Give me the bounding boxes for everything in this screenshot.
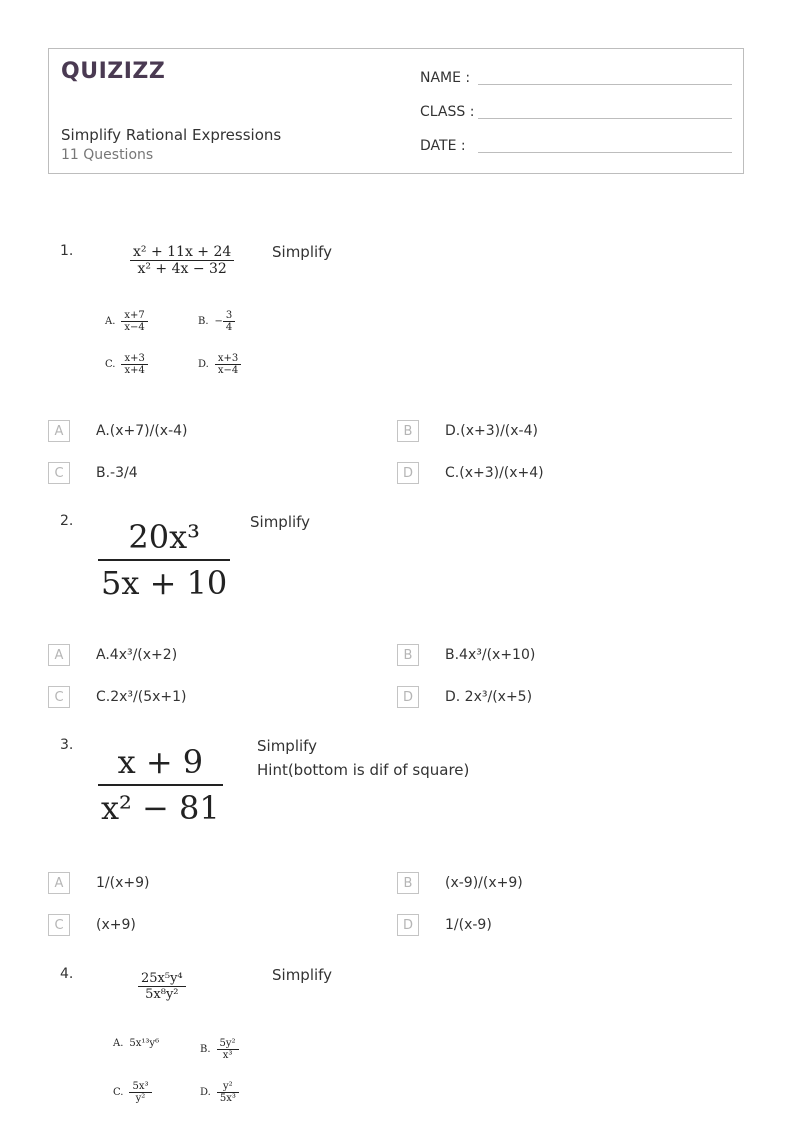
question-4-number: 4.	[60, 966, 74, 982]
worksheet-title: Simplify Rational Expressions	[61, 126, 282, 144]
option-text: 1/(x+9)	[96, 875, 150, 891]
question-3-expression	[98, 743, 223, 827]
option-text: A.4x³/(x+2)	[96, 647, 178, 663]
q3-option-b[interactable]	[397, 872, 523, 894]
date-line	[478, 152, 732, 153]
question-1-expression	[130, 244, 234, 277]
option-text: C.(x+3)/(x+4)	[445, 465, 544, 481]
option-text: A.(x+7)/(x-4)	[96, 423, 188, 439]
q2-option-c[interactable]	[48, 686, 187, 708]
q3-option-a[interactable]	[48, 872, 149, 894]
q1-option-c[interactable]	[48, 462, 138, 484]
q1-option-d[interactable]	[397, 462, 544, 484]
worksheet-header	[48, 48, 744, 174]
option-text: (x+9)	[96, 917, 136, 933]
option-text: 1/(x-9)	[445, 917, 492, 933]
question-count: 11 Questions	[61, 147, 154, 163]
question-2-text: Simplify	[250, 513, 311, 531]
q1-option-a[interactable]	[48, 420, 188, 442]
option-letter-box: A	[48, 644, 70, 666]
q2-option-d[interactable]	[397, 686, 532, 708]
q3-option-d[interactable]	[397, 914, 492, 936]
q4-choice-d: D. $\frac{\text{y²}}{\text{5x³}}$	[200, 1081, 239, 1104]
option-letter-box: C	[48, 686, 70, 708]
class-line	[478, 118, 732, 119]
class-label: CLASS :	[420, 104, 475, 120]
q2-denominator: 5x + 10	[101, 564, 228, 602]
q3-numerator: x + 9	[117, 743, 204, 781]
question-1-number: 1.	[60, 243, 74, 259]
name-line	[478, 84, 732, 85]
option-letter-box: B	[397, 420, 419, 442]
class-field[interactable]	[420, 104, 474, 120]
date-label: DATE :	[420, 138, 466, 154]
question-2-number: 2.	[60, 513, 74, 529]
q1-choice-a: A. $\frac{x+7}{x-4}$	[105, 310, 148, 333]
option-text: B.4x³/(x+10)	[445, 647, 536, 663]
q1-option-b[interactable]	[397, 420, 538, 442]
q1-numerator: x² + 11x + 24	[133, 244, 232, 260]
q4-choice-c: C. $\frac{\text{5x³}}{\text{y²}}$	[113, 1081, 152, 1104]
option-text: D.(x+3)/(x-4)	[445, 423, 538, 439]
option-text: C.2x³/(5x+1)	[96, 689, 187, 705]
option-letter-box: D	[397, 914, 419, 936]
q4-numerator: 25x⁵y⁴	[141, 971, 183, 986]
option-text: (x-9)/(x+9)	[445, 875, 523, 891]
q4-choice-b: B. $\frac{\text{5y²}}{\text{x³}}$	[200, 1038, 239, 1061]
question-3-text	[257, 734, 469, 782]
q1-denominator: x² + 4x − 32	[137, 261, 227, 277]
q3-denominator: x² − 81	[101, 789, 220, 827]
question-4-text: Simplify	[272, 966, 333, 984]
name-label: NAME :	[420, 70, 471, 86]
option-letter-box: D	[397, 686, 419, 708]
question-3-number: 3.	[60, 737, 74, 753]
option-letter-box: C	[48, 914, 70, 936]
option-text: D. 2x³/(x+5)	[445, 689, 533, 705]
q2-option-b[interactable]	[397, 644, 535, 666]
q1-choice-d: D. $\frac{x+3}{x-4}$	[198, 353, 241, 376]
option-letter-box: C	[48, 462, 70, 484]
option-letter-box: A	[48, 872, 70, 894]
q3-prompt: Simplify	[257, 737, 318, 755]
q1-choice-c: C. $\frac{x+3}{x+4}$	[105, 353, 148, 376]
option-letter-box: B	[397, 644, 419, 666]
option-letter-box: D	[397, 462, 419, 484]
option-letter-box: B	[397, 872, 419, 894]
quizizz-logo: QUIZIZZ	[61, 59, 166, 84]
question-2-expression	[98, 518, 230, 602]
option-text: B.-3/4	[96, 465, 138, 481]
option-letter-box: A	[48, 420, 70, 442]
q4-choice-a: A. 5x¹³y⁶	[113, 1038, 160, 1049]
q3-hint: Hint(bottom is dif of square)	[257, 761, 470, 779]
name-field[interactable]	[420, 70, 470, 86]
date-field[interactable]	[420, 138, 466, 154]
question-4-expression	[138, 971, 186, 1002]
q2-numerator: 20x³	[128, 518, 200, 556]
question-1-text: Simplify	[272, 243, 333, 261]
q1-choice-b: B. − $\frac{3}{4}$	[198, 310, 235, 333]
q2-option-a[interactable]	[48, 644, 177, 666]
q3-option-c[interactable]	[48, 914, 136, 936]
q4-denominator: 5x⁸y²	[145, 987, 179, 1002]
